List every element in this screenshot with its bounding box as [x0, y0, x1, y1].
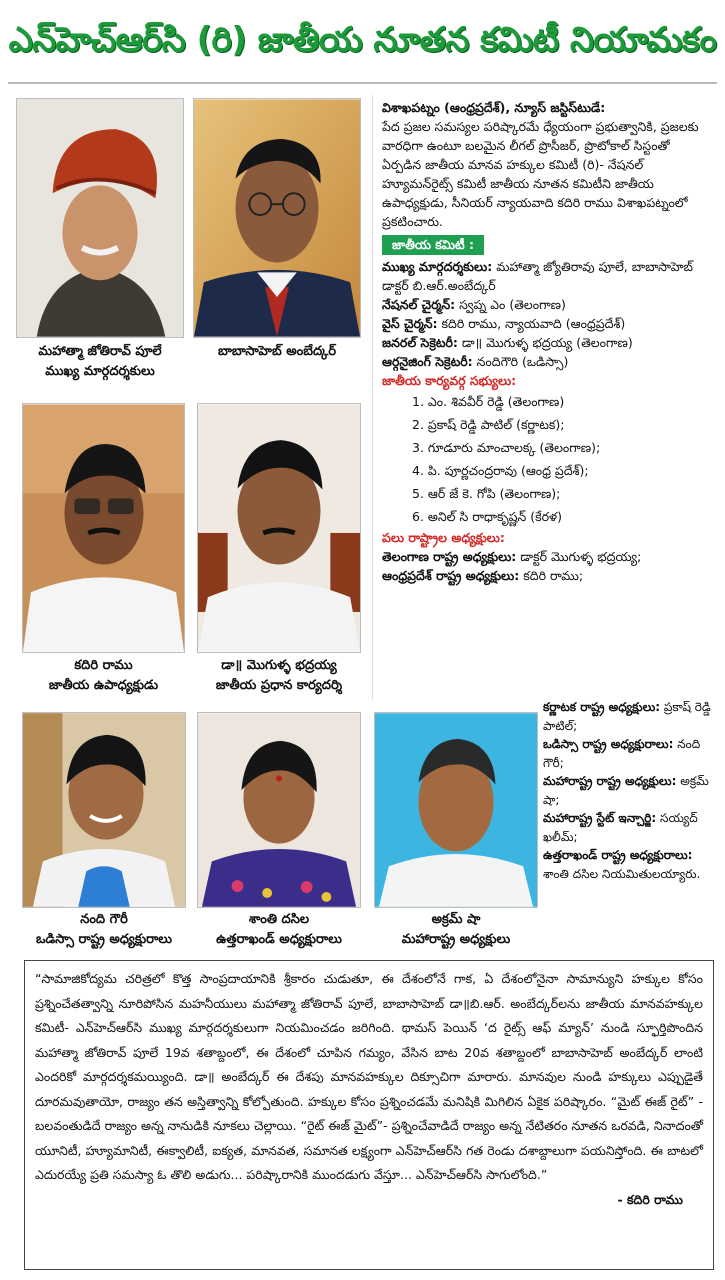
state-value: అక్రమ్ షా;	[543, 774, 709, 807]
photo-nandi-gouri	[22, 712, 186, 908]
state-value: శాంతి దసిల నియమితులయ్యారు.	[543, 866, 701, 881]
quote-box	[24, 960, 714, 1270]
member-list	[382, 390, 712, 528]
state-item	[382, 566, 712, 585]
state-label: కర్ణాటక రాష్ట్ర అధ్యక్షులు:	[543, 700, 661, 714]
portrait-bhadraiah-image	[198, 404, 360, 652]
article-dateline: విశాఖపట్నం (ఆంధ్రప్రదేశ్), న్యూస్ జస్టిస్‌టుడే:	[382, 100, 606, 115]
caption-bhadraiah	[197, 656, 361, 696]
role-item	[382, 352, 712, 371]
caption-shanthi-dasila-role: ఉత్తరాఖండ్ అధ్యక్షురాలు	[216, 932, 342, 947]
column-divider	[372, 95, 373, 700]
role-item	[382, 257, 712, 295]
caption-akram-shah	[374, 910, 538, 950]
state-value: కదిరి రాము;	[523, 568, 584, 583]
role-label: నేషనల్ చైర్మన్:	[382, 297, 456, 312]
role-item	[382, 295, 712, 314]
role-label: ముఖ్య మార్గదర్శకులు:	[382, 259, 493, 274]
role-label: వైస్ చైర్మన్:	[382, 316, 438, 331]
executive-heading: జాతీయ కార్యవర్గ సభ్యులు:	[382, 373, 517, 388]
committee-heading: జాతీయ కమిటీ :	[382, 235, 484, 255]
caption-kadiri-ramu	[22, 656, 185, 696]
caption-shanthi-dasila	[197, 910, 361, 950]
state-label: ఉత్తరాఖండ్ రాష్ట్ర అధ్యక్షురాలు:	[543, 848, 693, 862]
caption-phule-role: ముఖ్య మార్గదర్శకులు	[45, 364, 155, 379]
role-value: స్వప్న ఎం (తెలంగాణ)	[459, 297, 566, 312]
headline: ఎన్‌హెచ్‌ఆర్‌సి (రి) జాతీయ నూతన కమిటీ నియామకం	[8, 6, 717, 84]
caption-ambedkar	[193, 342, 361, 362]
caption-nandi-gouri-role: ఒడిస్సా రాష్ట్ర అధ్యక్షురాలు	[35, 932, 173, 947]
caption-phule-name: మహాత్మా జోతిరావ్ పూలే	[38, 344, 162, 359]
caption-nandi-gouri-name: నంది గౌరీ	[80, 912, 128, 927]
caption-bhadraiah-name: డా॥ మొగుళ్ళ భద్రయ్య	[221, 658, 337, 673]
caption-ambedkar-name: బాబాసాహెబ్ అంబేద్కర్	[217, 344, 337, 359]
state-item	[543, 809, 715, 846]
role-item	[382, 333, 712, 352]
caption-nandi-gouri	[22, 910, 186, 950]
member-item: 4. పి. పూర్ణచంద్రరావు (ఆంధ్ర ప్రదేశ్);	[412, 463, 589, 478]
photo-phule	[16, 98, 184, 338]
portrait-kadiri-ramu-image	[23, 404, 184, 652]
state-label: మహారాష్ట్ర స్టేట్ ఇన్చార్జి:	[543, 811, 657, 825]
role-value: డా॥ మొగుళ్ళ భద్రయ్య (తెలంగాణ)	[461, 335, 633, 350]
member-item: 6. అనిల్ సి రాధాకృష్ణన్ (కేరళ)	[412, 509, 562, 524]
state-item	[543, 735, 715, 772]
photo-bhadraiah	[197, 403, 361, 653]
role-value: నందిగౌరి (ఒడిస్సా)	[476, 354, 569, 369]
caption-akram-shah-role: మహారాష్ట్ర అధ్యక్షులు	[401, 932, 511, 947]
role-list	[382, 257, 712, 371]
state-list-narrow	[543, 698, 715, 883]
quote-signature: - కదిరి రాము	[617, 1191, 683, 1207]
state-item	[543, 772, 715, 809]
caption-akram-shah-name: అక్రమ్ షా	[431, 912, 481, 927]
portrait-akram-shah-image	[375, 713, 537, 907]
caption-phule	[16, 342, 184, 382]
caption-shanthi-dasila-name: శాంతి దసిల	[248, 912, 310, 927]
portrait-shanthi-dasila-image	[198, 713, 360, 907]
photo-kadiri-ramu	[22, 403, 185, 653]
role-value: మహాత్మా జ్యోతిరావు పూలే, బాబాసాహెబ్ డాక్టర్ బి.ఆర్.అంబేద్కర్	[382, 259, 694, 293]
caption-bhadraiah-role: జాతీయ ప్రధాన కార్యదర్శి	[215, 678, 343, 693]
portrait-nandi-gouri-image	[23, 713, 185, 907]
photo-akram-shah	[374, 712, 538, 908]
state-label: మహారాష్ట్ర రాష్ట్ర అధ్యక్షులు:	[543, 774, 677, 788]
member-item: 5. ఆర్ జే కె. గోపి (తెలంగాణ);	[412, 486, 561, 501]
member-item: 1. ఎం. శివవీర్ రెడ్డి (తెలంగాణ)	[412, 394, 565, 409]
state-item	[543, 846, 715, 883]
state-value: సయ్యద్ ఖలీమ్;	[543, 811, 698, 844]
states-heading: పలు రాష్ట్రాల అధ్యక్షులు:	[382, 530, 505, 545]
caption-kadiri-ramu-name: కదిరి రాము	[74, 658, 133, 673]
photo-ambedkar	[193, 98, 361, 338]
state-label: ఒడిస్సా రాష్ట్ర అధ్యక్షురాలు:	[543, 737, 674, 751]
photo-shanthi-dasila	[197, 712, 361, 908]
role-item	[382, 314, 712, 333]
member-item: 3. గూడూరు మాంచాలక్క (తెలంగాణ);	[412, 440, 601, 455]
state-item	[382, 547, 712, 566]
state-item	[543, 698, 715, 735]
role-label: ఆర్గనైజింగ్ సెక్రెటరీ:	[382, 354, 473, 369]
state-value: నంది గౌరీ;	[543, 737, 701, 770]
portrait-phule-image	[17, 99, 183, 337]
quote-text: “సామాజికోద్యమ చరిత్రలో కొత్త సాంప్రదాయానికి శ్రీకారం చుడుతూ, ఈ దేశంలోనే గాక, ఏ దేశంలోనైనా సామాన్యుని హక్కుల కోసం ప్రశ్నించేతత్వాన్ని నూరిపోసిన మహనీయులు మహాత్మా జోతిరావ్ పూలే, బాబాసాహెబ్ డా॥బి.ఆర్. అంబేద్కర్‌లను జాతీయ మానవహక్కుల కమిటీ- ఎన్‌హెచ్‌ఆర్‌సి ముఖ్య మార్గదర్శకులుగా నియమించడం జరిగింది. థామస్ పెయిన్ ‘ద రైట్స్ ఆఫ్ మ్యాన్’ నుండి స్ఫూర్తిపొందిన మహాత్మా జోతిరావ్ పూలే 19వ శతాబ్దంలో, ఈ దేశంలో చూపిన గమ్యం, వేసిన బాట 20వ శతాబ్దంలో బాబాసాహెబ్ అంబేద్కర్ లాంటి ఎందరికో మార్గదర్శకమయ్యింది. డా॥ అంబేద్కర్ ఈ దేశపు మానవహక్కుల దిక్సూచిగా మారారు. మానవుల నుండి హక్కులు ఎప్పుడైతే దూరమవుతాయో, రాజ్యం తన అస్తిత్వాన్ని కోల్పోతుంది. హక్కుల కోసం ప్రశ్నించడమే మనిషికి మిగిలిన ఏకైక పరిష్కారం. “మైట్ ఈజ్ రైట్” - బలవంతుడిదే రాజ్యం అన్న నానుడికి నూకలు చెల్లాయి. “రైట్ ఈజ్ మైట్”- ప్రశ్నించేవాడిదే రాజ్యం అన్న నేటితరం నూతన ఒరవడి, నినాదంతో యూనిటీ, హ్యూమానిటీ, ఈక్వాలిటీ, ఐక్యత, మానవత, సమానత లక్ష్యంగా ఎన్‌హెచ్‌ఆర్‌సి గత రెండు దశాబ్దాలుగా పయనిస్తోంది. ఈ బాటలో ఎదురయ్యే ప్రతి సమస్యా ఓ తొలి అడుగు... పరిష్కారానికి ముందడుగు వేస్తూ... ఎన్‌హెచ్‌ఆర్‌సి సాగులోంది.”	[35, 971, 703, 1182]
article-intro: పేద ప్రజల సమస్యల పరిష్కారమే ధ్యేయంగా ప్రభుత్వానికి, ప్రజలకు వారధిగా ఉంటూ బలమైన లీగల్ ప్రొసీజర్, ప్రొటోకాల్ సిస్టంతో ఏర్పడిన జాతీయ మానవ హక్కుల కమిటీ (రి)- నేషనల్ హ్యూమన్‌రైట్స్ కమిటీ జాతీయ నూతన కమిటీని జాతీయ ఉపాధ్యక్షుడు, సీనియర్ న్యాయవాది కదిరి రాము విశాఖపట్నంలో ప్రకటించారు.	[382, 119, 699, 229]
state-label: ఆంధ్రప్రదేశ్ రాష్ట్ర అధ్యక్షులు:	[382, 568, 520, 583]
article-top	[382, 98, 712, 585]
member-item: 2. ప్రకాష్ రెడ్డి పాటిల్ (కర్ణాటక);	[412, 417, 565, 432]
role-value: కదిరి రాము, న్యాయవాది (ఆంధ్రప్రదేశ్)	[441, 316, 626, 331]
state-value: డాక్టర్ మొగుళ్ళ భద్రయ్య;	[520, 549, 642, 564]
portrait-ambedkar-image	[194, 99, 360, 337]
role-label: జనరల్ సెక్రెటరీ:	[382, 335, 458, 350]
state-label: తెలంగాణ రాష్ట్ర అధ్యక్షులు:	[382, 549, 517, 564]
state-value: ప్రకాష్ రెడ్డి పాటిల్;	[543, 700, 711, 733]
caption-kadiri-ramu-role: జాతీయ ఉపాధ్యక్షుడు	[48, 678, 159, 693]
